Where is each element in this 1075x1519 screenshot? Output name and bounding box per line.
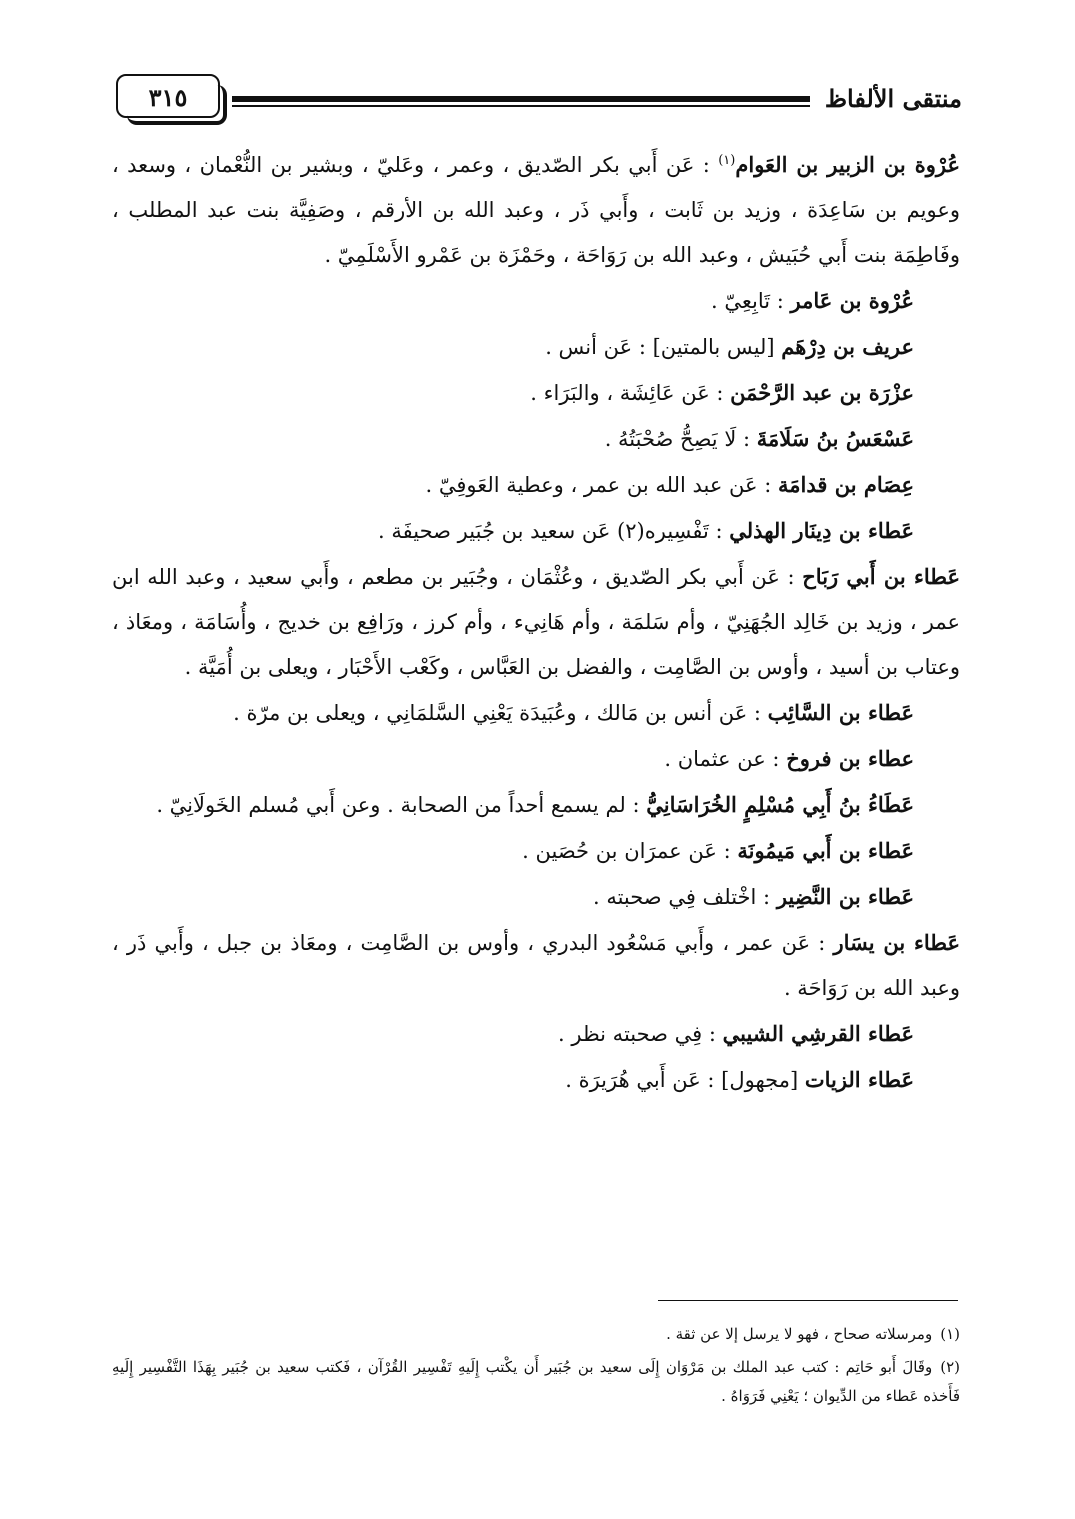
entry-text: : عَن عبد الله بن عمر ، وعطية العَوفِيّ . <box>425 473 778 497</box>
entry-text: [ليس بالمتين] : عَن أنس . <box>545 335 782 359</box>
footnote <box>112 1353 960 1411</box>
entry-name: عَطاء بن يسَار <box>833 930 960 955</box>
entry <box>112 874 960 920</box>
entry <box>112 416 960 462</box>
entry-name: عَطاء بن النَّضِير <box>776 884 914 909</box>
entry-name: عَطاء القرشِي الشيبي <box>722 1021 914 1046</box>
entry-name: عَطاء بن أَبي رَبَاح <box>802 564 960 589</box>
entry-name: عَطاء بن السَّائِب <box>767 700 914 725</box>
footnote-number: (٢) <box>940 1358 960 1376</box>
entry-name: عَطَاءُ بنُ أَبِي مُسْلِمٍ الخُرَاسَانِيُّ <box>646 792 914 817</box>
entry <box>112 1011 960 1057</box>
entry-name: عَطاء بن أَبي مَيمُونَة <box>737 838 914 863</box>
entry <box>112 920 960 1011</box>
entry-text: : عَن عَائِشَة ، والبَرَاء . <box>530 381 731 405</box>
footnote-text: ومرسلاته صحاح ، فهو لا يرسل إلا عن ثقة . <box>666 1325 933 1343</box>
entry-name: عزْرَة بن عبد الرَّحْمَن <box>730 380 914 405</box>
entry-text: : لَا يَصِحُّ صُحْبَتُهُ . <box>604 427 757 451</box>
entry <box>112 736 960 782</box>
entry <box>112 462 960 508</box>
entry <box>112 1057 960 1103</box>
footnote-separator <box>658 1300 958 1301</box>
page-number: ٣١٥ <box>148 83 188 112</box>
entry-name: عريف بن دِرْهَم <box>781 334 914 359</box>
entry-text: : اخْتلف فِي صحبته . <box>592 885 777 909</box>
entry-text: : عَن أَبي بكر الصّديق ، وعمر ، وعَليّ ، وبشير بن النُّعْمان ، وسعد ، وعويم بن سَاعِدَة ، وزيد بن ثَابت ، وأَبي ذَر ، وعبد الله بن الأرقم ، وصَفِيَّة بنت عبد المطلب ، وفَاطِمَة بنت أَبي حُبَيش ، وعبد الله بن رَوَاحَة ، وحَمْزَة بن عَمْرو الأَسْلَمِيّ . <box>112 153 960 267</box>
entry-text: : فِي صحبته نظر . <box>558 1022 723 1046</box>
entry <box>112 690 960 736</box>
entry-name: عُرْوة بن عَامر <box>790 288 914 313</box>
entry-name: عُرْوة بن الزبير بن العَوام <box>735 152 960 177</box>
entry <box>112 142 960 278</box>
page-number-badge <box>116 74 220 118</box>
entry-name: عَطاء بن دِينَار الهذلي <box>729 518 914 543</box>
entry-text: : عَن أَبي بكر الصّديق ، وعُثْمَان ، وجُبَير بن مطعم ، وأَبي سعيد ، وعبد الله ابن عمر ، وزيد بن خَالِد الجُهَنِيّ ، وأم سَلمَة ، وأم هَانِيء ، وأم كرز ، ورَافِع بن خديج ، وأُسَامَة ، ومعَاذ ، وعتاب بن أسيد ، وأوس بن الصَّامِت ، والفضل بن العَبَّاس ، وكَعْب الأَحْبَار ، ويعلى بن أُمَيَّة . <box>112 565 960 679</box>
entry <box>112 278 960 324</box>
entry-name: عِصَام بن قدامَة <box>778 472 914 497</box>
footnote-ref[interactable]: (١) <box>718 153 736 168</box>
entry-text: : عن عثمان . <box>664 747 787 771</box>
footnote-number: (١) <box>940 1325 960 1343</box>
entry <box>112 508 960 554</box>
header-double-rule <box>232 96 810 108</box>
footnote-text: وقَالَ أَبو حَاتِم : كتب عبد الملك بن مَرْوَان إِلَى سعيد بن جُبَير أَن يكْتب إِلَيهِ تَفْسِير القُرْآن ، فَكتب سعيد بن جُبَير بِهَذَا التَّفْسِير إِلَيهِ فَأَخذه عَطاء من الدِّيوان ؛ يَعْنِي فَرَوَاهُ . <box>112 1358 960 1405</box>
header-rule-thick <box>232 96 810 102</box>
footnote <box>112 1320 960 1349</box>
entry-text: : تَفْسِيره(٢) عَن سعيد بن جُبَير صحيفَة . <box>378 519 730 543</box>
entry-text: : عَن عمر ، وأَبي مَسْعُود البدري ، وأوس بن الصَّامِت ، ومعَاذ بن جبل ، وأَبي ذَر ، وعبد الله بن رَوَاحَة . <box>112 931 960 1000</box>
entry <box>112 828 960 874</box>
entry-name: عطاء بن فروخ <box>786 746 914 771</box>
entry <box>112 782 960 828</box>
entry-text: : لم يسمع أحداً من الصحابة . وعن أَبي مُسلم الخَولَانِيّ . <box>156 793 647 817</box>
entry-text: [مجهول] : عَن أَبي هُرَيرَة . <box>565 1068 805 1092</box>
entry-name: عَسْعَسُ بنُ سَلَامَةَ <box>756 426 914 451</box>
entry <box>112 554 960 690</box>
footnotes <box>112 1320 960 1415</box>
running-title: منتقى الألفاظ <box>824 84 962 113</box>
entry <box>112 370 960 416</box>
entry-text: : عَن أنس بن مَالك ، وعُبَيدَة يَعْنِي السَّلمَانِي ، ويعلى بن مرّة . <box>233 701 768 725</box>
entry <box>112 324 960 370</box>
entry-text: : عَن عمرَان بن حُصَين . <box>522 839 738 863</box>
entry-text: : تَابِعِيّ . <box>711 289 791 313</box>
entries-list <box>112 142 960 1103</box>
entry-name: عَطاء الزيات <box>804 1067 914 1092</box>
page-header <box>112 74 962 126</box>
header-rule-thin <box>232 105 810 107</box>
